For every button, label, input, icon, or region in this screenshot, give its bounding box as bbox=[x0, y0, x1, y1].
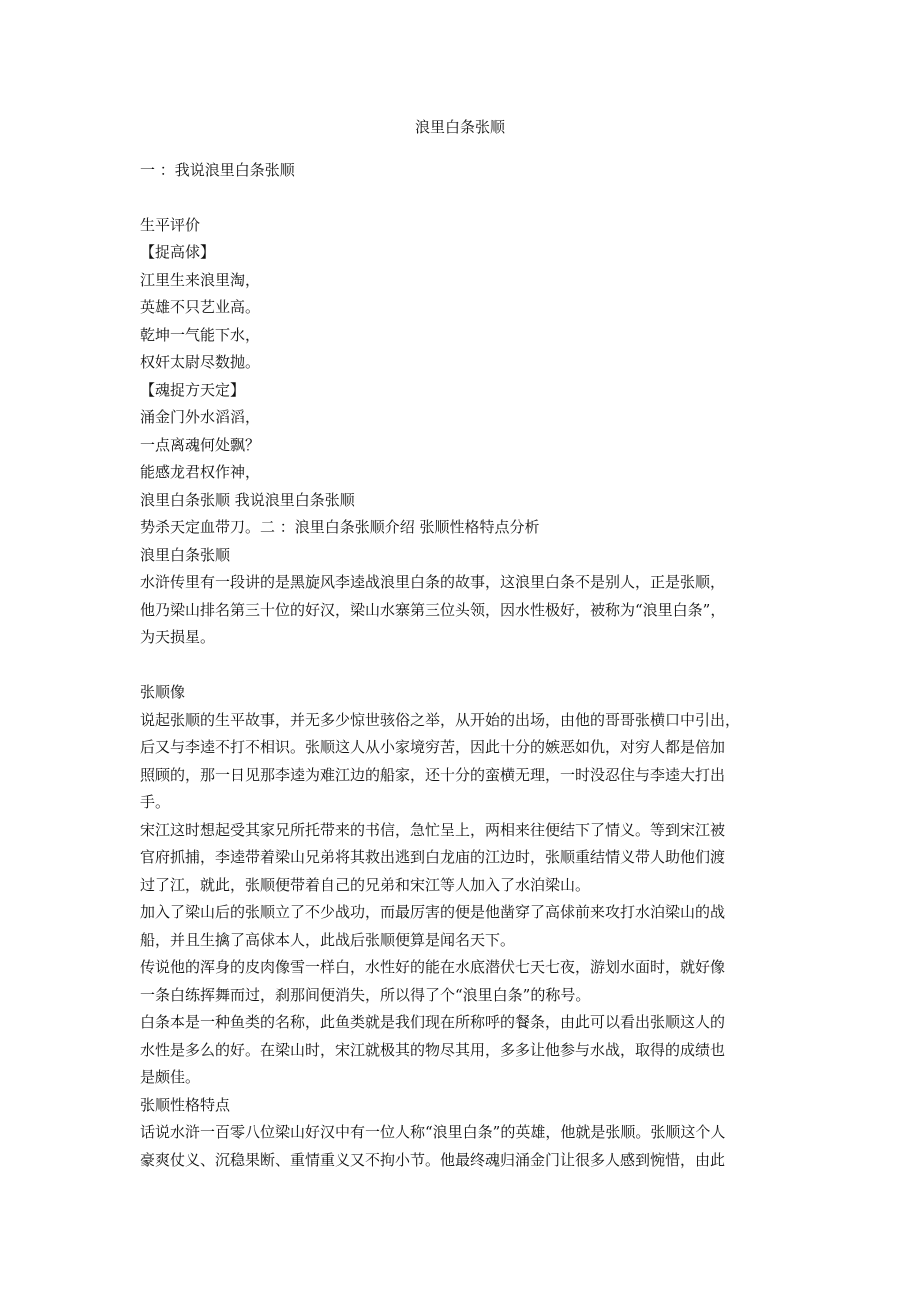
paragraph-line: 加入了梁山后的张顺立了不少战功，而最厉害的便是他凿穿了高俅前来攻打水泊梁山的战 bbox=[140, 903, 726, 921]
paragraph-line: 后又与李逵不打不相识。张顺这人从小家境穷苦，因此十分的嫉恶如仇，对穷人都是倍加 bbox=[140, 738, 726, 756]
paragraph-line: 他乃梁山排名第三十位的好汉，梁山水寨第三位头领，因水性极好，被称为“浪里白条”， bbox=[140, 601, 726, 619]
paragraph-line: 照顾的，那一日见那李逵为难江边的船家，还十分的蛮横无理，一时没忍住与李逵大打出 bbox=[140, 766, 726, 784]
subheading: 浪里白条张顺 bbox=[140, 546, 231, 564]
paragraph-line: 水性是多么的好。在梁山时，宋江就极其的物尽其用，多多让他参与水战，取得的成绩也 bbox=[140, 1041, 726, 1059]
poem-line: 能感龙君权作神， bbox=[140, 463, 261, 481]
poem-title: 【魂捉方天定】 bbox=[140, 381, 246, 399]
section-heading: 一 ：我说浪里白条张顺 bbox=[140, 161, 295, 179]
subheading: 生平评价 bbox=[140, 216, 201, 234]
document-title: 浪里白条张顺 bbox=[414, 118, 505, 136]
poem-line: 英雄不只艺业高。 bbox=[140, 298, 261, 316]
paragraph-line: 说起张顺的生平故事，并无多少惊世骇俗之举，从开始的出场，由他的哥哥张横口中引出， bbox=[140, 711, 741, 729]
paragraph-line: 是颇佳。 bbox=[140, 1068, 201, 1086]
paragraph-line: 白条本是一种鱼类的名称，此鱼类就是我们现在所称呼的餐条，由此可以看出张顺这人的 bbox=[140, 1013, 726, 1031]
subheading: 张顺像 bbox=[140, 683, 186, 701]
poem-line: 权奸太尉尽数抛。 bbox=[140, 353, 261, 371]
poem-title: 【捉高俅】 bbox=[140, 243, 216, 261]
paragraph-line: 传说他的浑身的皮肉像雪一样白，水性好的能在水底潜伏七天七夜，游划水面时，就好像 bbox=[140, 958, 726, 976]
poem-line: 涌金门外水滔滔， bbox=[140, 408, 261, 426]
paragraph-line: 水浒传里有一段讲的是黑旋风李逵战浪里白条的故事，这浪里白条不是别人，正是张顺， bbox=[140, 573, 726, 591]
poem-line: 乾坤一气能下水， bbox=[140, 326, 261, 344]
poem-line: 江里生来浪里淘， bbox=[140, 271, 261, 289]
paragraph-line: 豪爽仗义、沉稳果断、重情重义又不拘小节。他最终魂归涌金门让很多人感到惋惜，由此 bbox=[140, 1151, 726, 1169]
paragraph-line: 手。 bbox=[140, 793, 171, 811]
paragraph-line: 过了江，就此，张顺便带着自己的兄弟和宋江等人加入了水泊梁山。 bbox=[140, 876, 591, 894]
paragraph-line: 一条白练挥舞而过，刹那间便消失，所以得了个“浪里白条”的称号。 bbox=[140, 986, 591, 1004]
text-line: 势杀天定血带刀。二 ：浪里白条张顺介绍 张顺性格特点分析 bbox=[140, 518, 540, 536]
text-line: 浪里白条张顺 我说浪里白条张顺 bbox=[140, 491, 355, 509]
paragraph-line: 官府抓捕，李逵带着梁山兄弟将其救出逃到白龙庙的江边时，张顺重结情义带人助他们渡 bbox=[140, 848, 726, 866]
paragraph-line: 为天损星。 bbox=[140, 628, 216, 646]
paragraph-line: 宋江这时想起受其家兄所托带来的书信，急忙呈上，两相来往便结下了情义。等到宋江被 bbox=[140, 821, 726, 839]
paragraph-line: 话说水浒一百零八位梁山好汉中有一位人称“浪里白条”的英雄，他就是张顺。张顺这个人 bbox=[140, 1123, 726, 1141]
poem-line: 一点离魂何处飘？ bbox=[140, 436, 261, 454]
subheading: 张顺性格特点 bbox=[140, 1096, 231, 1114]
paragraph-line: 船，并且生擒了高俅本人，此战后张顺便算是闻名天下。 bbox=[140, 931, 516, 949]
